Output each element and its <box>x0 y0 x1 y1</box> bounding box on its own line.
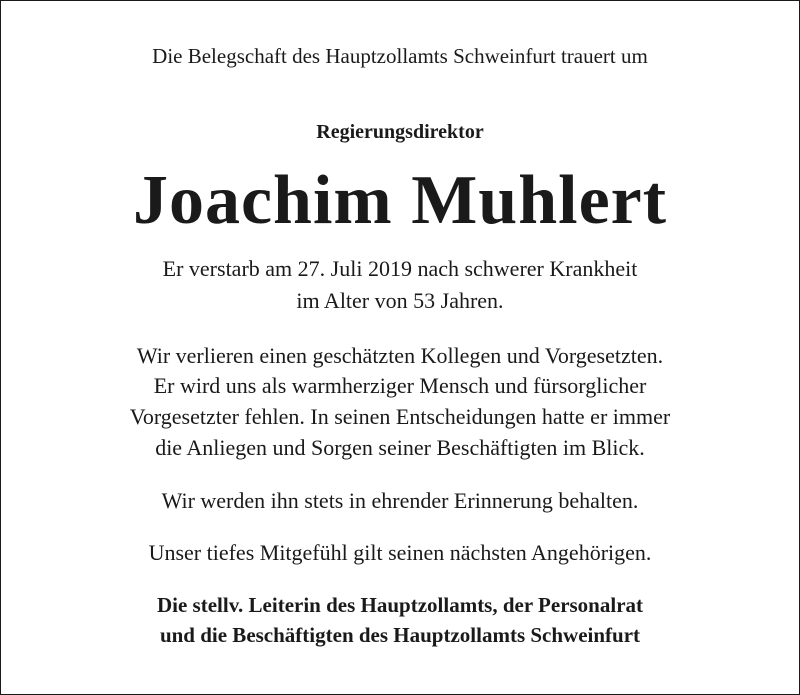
signature-line-1: Die stellv. Leiterin des Hauptzollamts, der Personalrat <box>156 593 644 617</box>
death-line-1: Er verstarb am 27. Juli 2019 nach schwerer Krankheit <box>162 256 638 281</box>
signature-line-2: und die Beschäftigten des Hauptzollamts Schweinfurt <box>159 623 641 647</box>
intro-line: Die Belegschaft des Hauptzollamts Schweinfurt trauert um <box>152 44 648 68</box>
remembrance-line: Wir werden ihn stets in ehrender Erinnerung behalten. <box>161 488 639 513</box>
condolence-line: Unser tiefes Mitgefühl gilt seinen nächsten Angehörigen. <box>148 540 652 565</box>
deceased-name: Joachim Muhlert <box>132 162 668 239</box>
deceased-title: Regierungsdirektor <box>316 121 484 143</box>
tribute-line-1: Wir verlieren einen geschätzten Kollegen und Vorgesetzten. <box>136 343 664 368</box>
death-line-2: im Alter von 53 Jahren. <box>296 288 504 313</box>
tribute-line-2: Er wird uns als warmherziger Mensch und fürsorglicher <box>153 373 647 398</box>
tribute-line-3: Vorgesetzter fehlen. In seinen Entscheidungen hatte er immer <box>129 404 671 429</box>
tribute-line-4: die Anliegen und Sorgen seiner Beschäftigten im Blick. <box>155 435 645 460</box>
